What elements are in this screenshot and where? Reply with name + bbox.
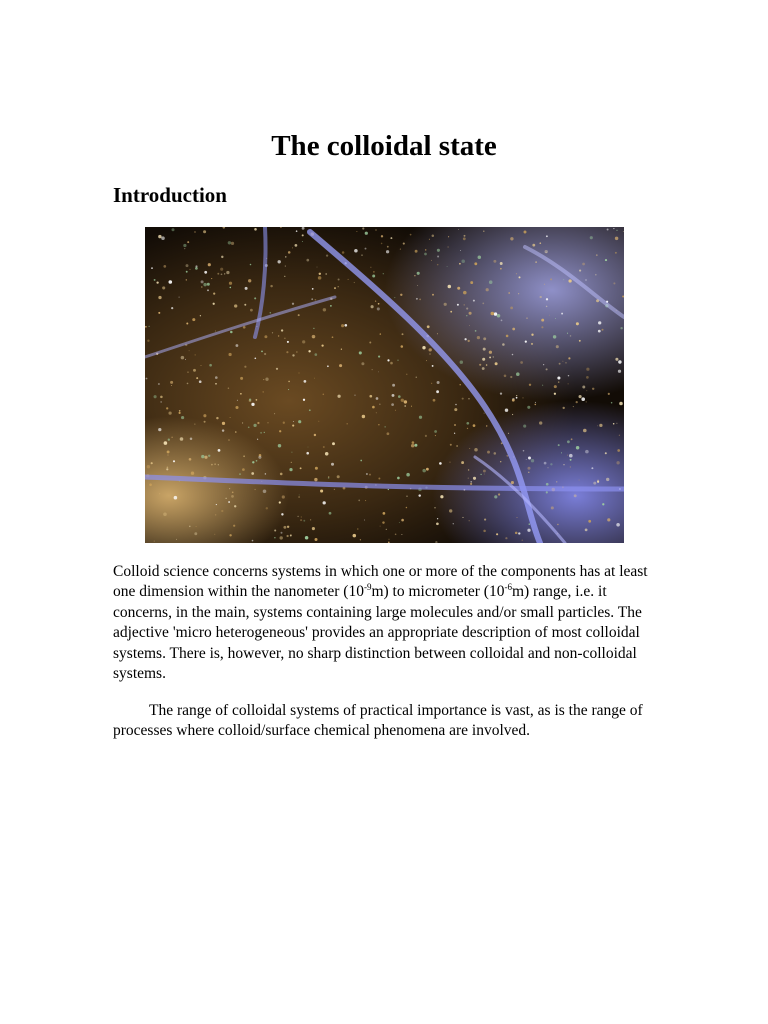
intro-paragraph: Colloid science concerns systems in which one or more of the components has at least one dimension within the nanometer $(10^{-9}m)$ to micrometer $(10^{-6}m)$ range, i.e. it concerns, in the main, systems containing large molecules and/or small particles. The adjective 'micro heterogeneous' provides an appropriate description of most colloidal systems. There is, however, no sharp distinction between colloidal and non-colloidal systems. bbox=[113, 563, 648, 683]
section-heading: Introduction bbox=[113, 183, 227, 207]
micrograph-image bbox=[145, 227, 624, 543]
page-title: The colloidal state bbox=[271, 130, 497, 162]
colloid-micrograph bbox=[145, 227, 624, 543]
range-paragraph: The range of colloidal systems of practical importance is vast, as is the range of processes where colloid/surface chemical phenomena are involved. bbox=[113, 702, 643, 740]
